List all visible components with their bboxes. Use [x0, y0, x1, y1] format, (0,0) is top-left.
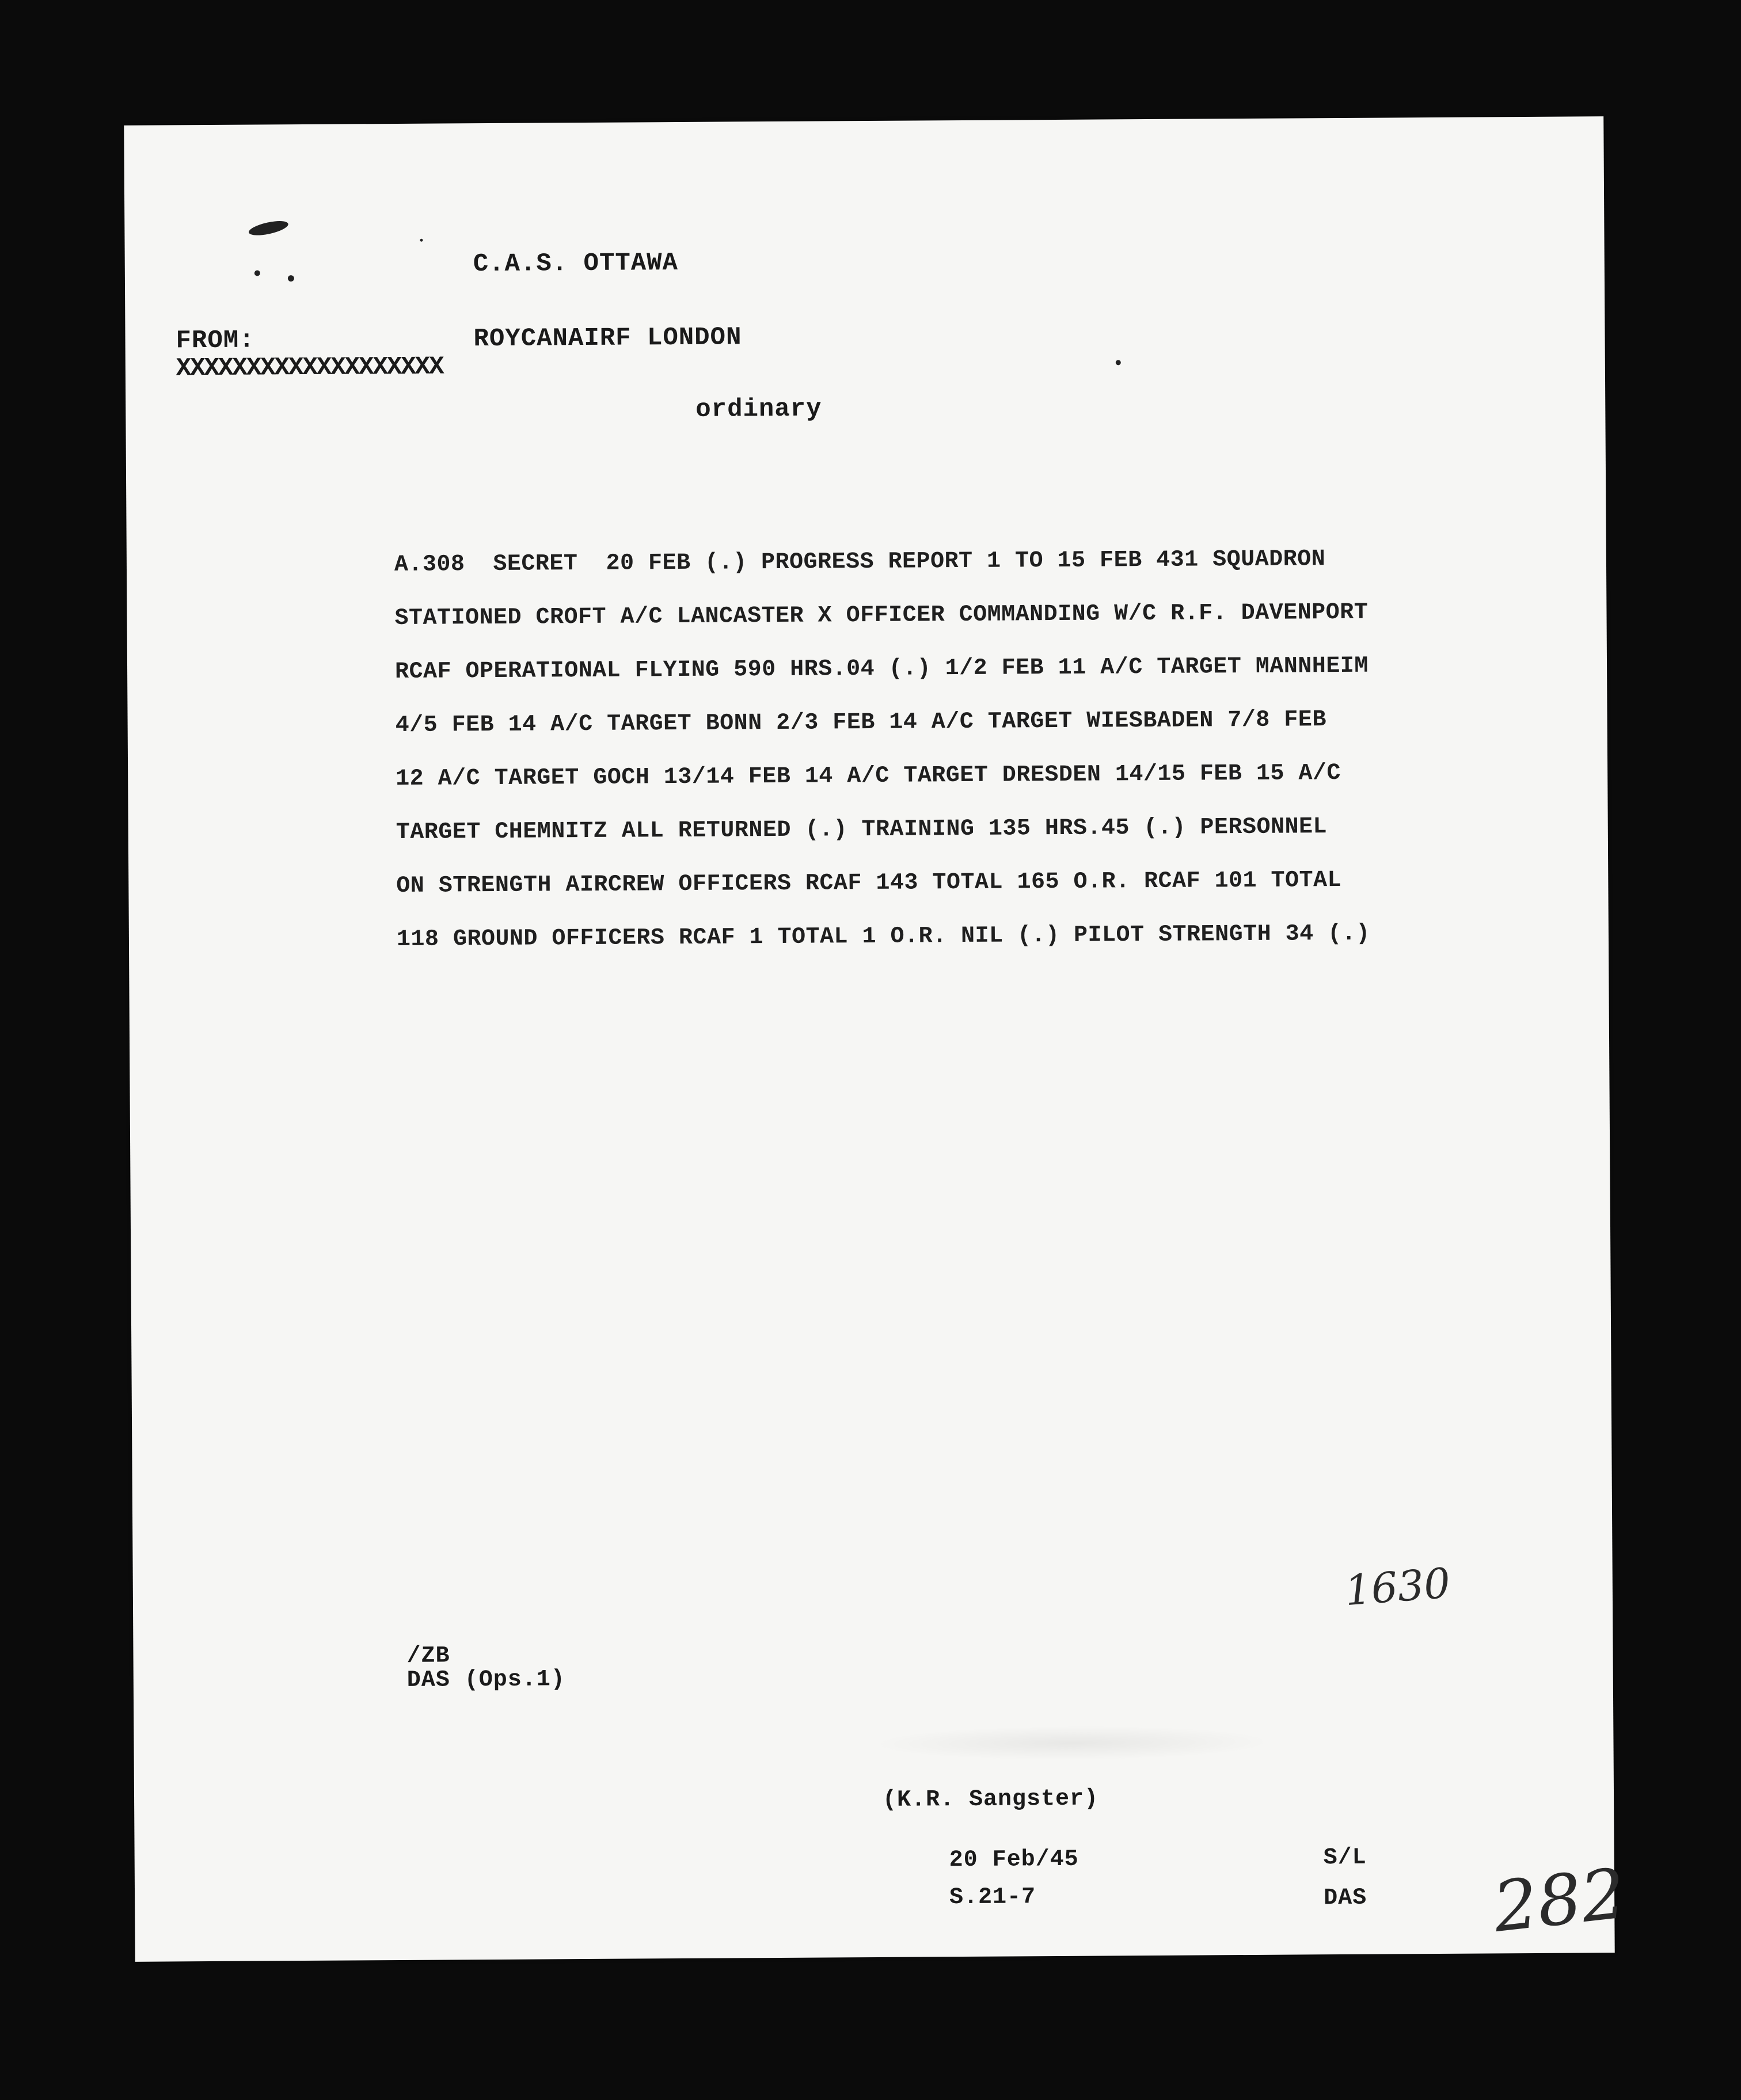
originating-office: DAS (Ops.1)	[406, 1667, 565, 1694]
message-line: ON STRENGTH AIRCREW OFFICERS RCAF 143 TOTAL 165 O.R. RCAF 101 TOTAL	[396, 867, 1342, 900]
signatory-branch: DAS	[1323, 1885, 1367, 1912]
ink-dot	[1116, 360, 1121, 365]
message-line: 4/5 FEB 14 A/C TARGET BONN 2/3 FEB 14 A/C TARGET WIESBADEN 7/8 FEB	[395, 707, 1327, 739]
ink-dot	[288, 275, 294, 281]
sender: ROYCANAIRF LONDON	[473, 323, 742, 354]
message-line: STATIONED CROFT A/C LANCASTER X OFFICER COMMANDING W/C R.F. DAVENPORT	[394, 599, 1369, 632]
handwritten-page-number: 282	[1489, 1854, 1630, 1948]
priority-label: ordinary	[695, 394, 822, 424]
signatory-rank: S/L	[1323, 1844, 1367, 1871]
message-line: 12 A/C TARGET GOCH 13/14 FEB 14 A/C TARGET DRESDEN 14/15 FEB 15 A/C	[396, 760, 1341, 793]
faded-pencil-smudge	[870, 1725, 1274, 1762]
message-line: 118 GROUND OFFICERS RCAF 1 TOTAL 1 O.R. NIL (.) PILOT STRENGTH 34 (.)	[396, 920, 1370, 953]
ink-dot	[254, 270, 260, 276]
signature-date: 20 Feb/45	[949, 1846, 1079, 1874]
file-reference: S.21-7	[949, 1884, 1036, 1911]
message-body	[394, 531, 1520, 967]
signatory-name: (K.R. Sangster)	[882, 1786, 1099, 1813]
ink-dot	[420, 239, 423, 242]
message-line: RCAF OPERATIONAL FLYING 590 HRS.04 (.) 1/2 FEB 11 A/C TARGET MANNHEIM	[394, 653, 1369, 686]
addressee: C.A.S. OTTAWA	[473, 249, 679, 279]
from-label: FROM:	[176, 326, 255, 356]
document-sheet	[124, 116, 1630, 1962]
typist-initials: /ZB	[406, 1643, 450, 1669]
message-line: TARGET CHEMNITZ ALL RETURNED (.) TRAINING 135 HRS.45 (.) PERSONNEL	[396, 814, 1328, 846]
ink-blot	[248, 218, 290, 238]
handwritten-time-note: 1630	[1343, 1558, 1452, 1615]
message-line: A.308 SECRET 20 FEB (.) PROGRESS REPORT 1 TO 15 FEB 431 SQUADRON	[394, 546, 1326, 579]
struck-out-line: XXXXXXXXXXXXXXXXXXX	[176, 352, 443, 383]
